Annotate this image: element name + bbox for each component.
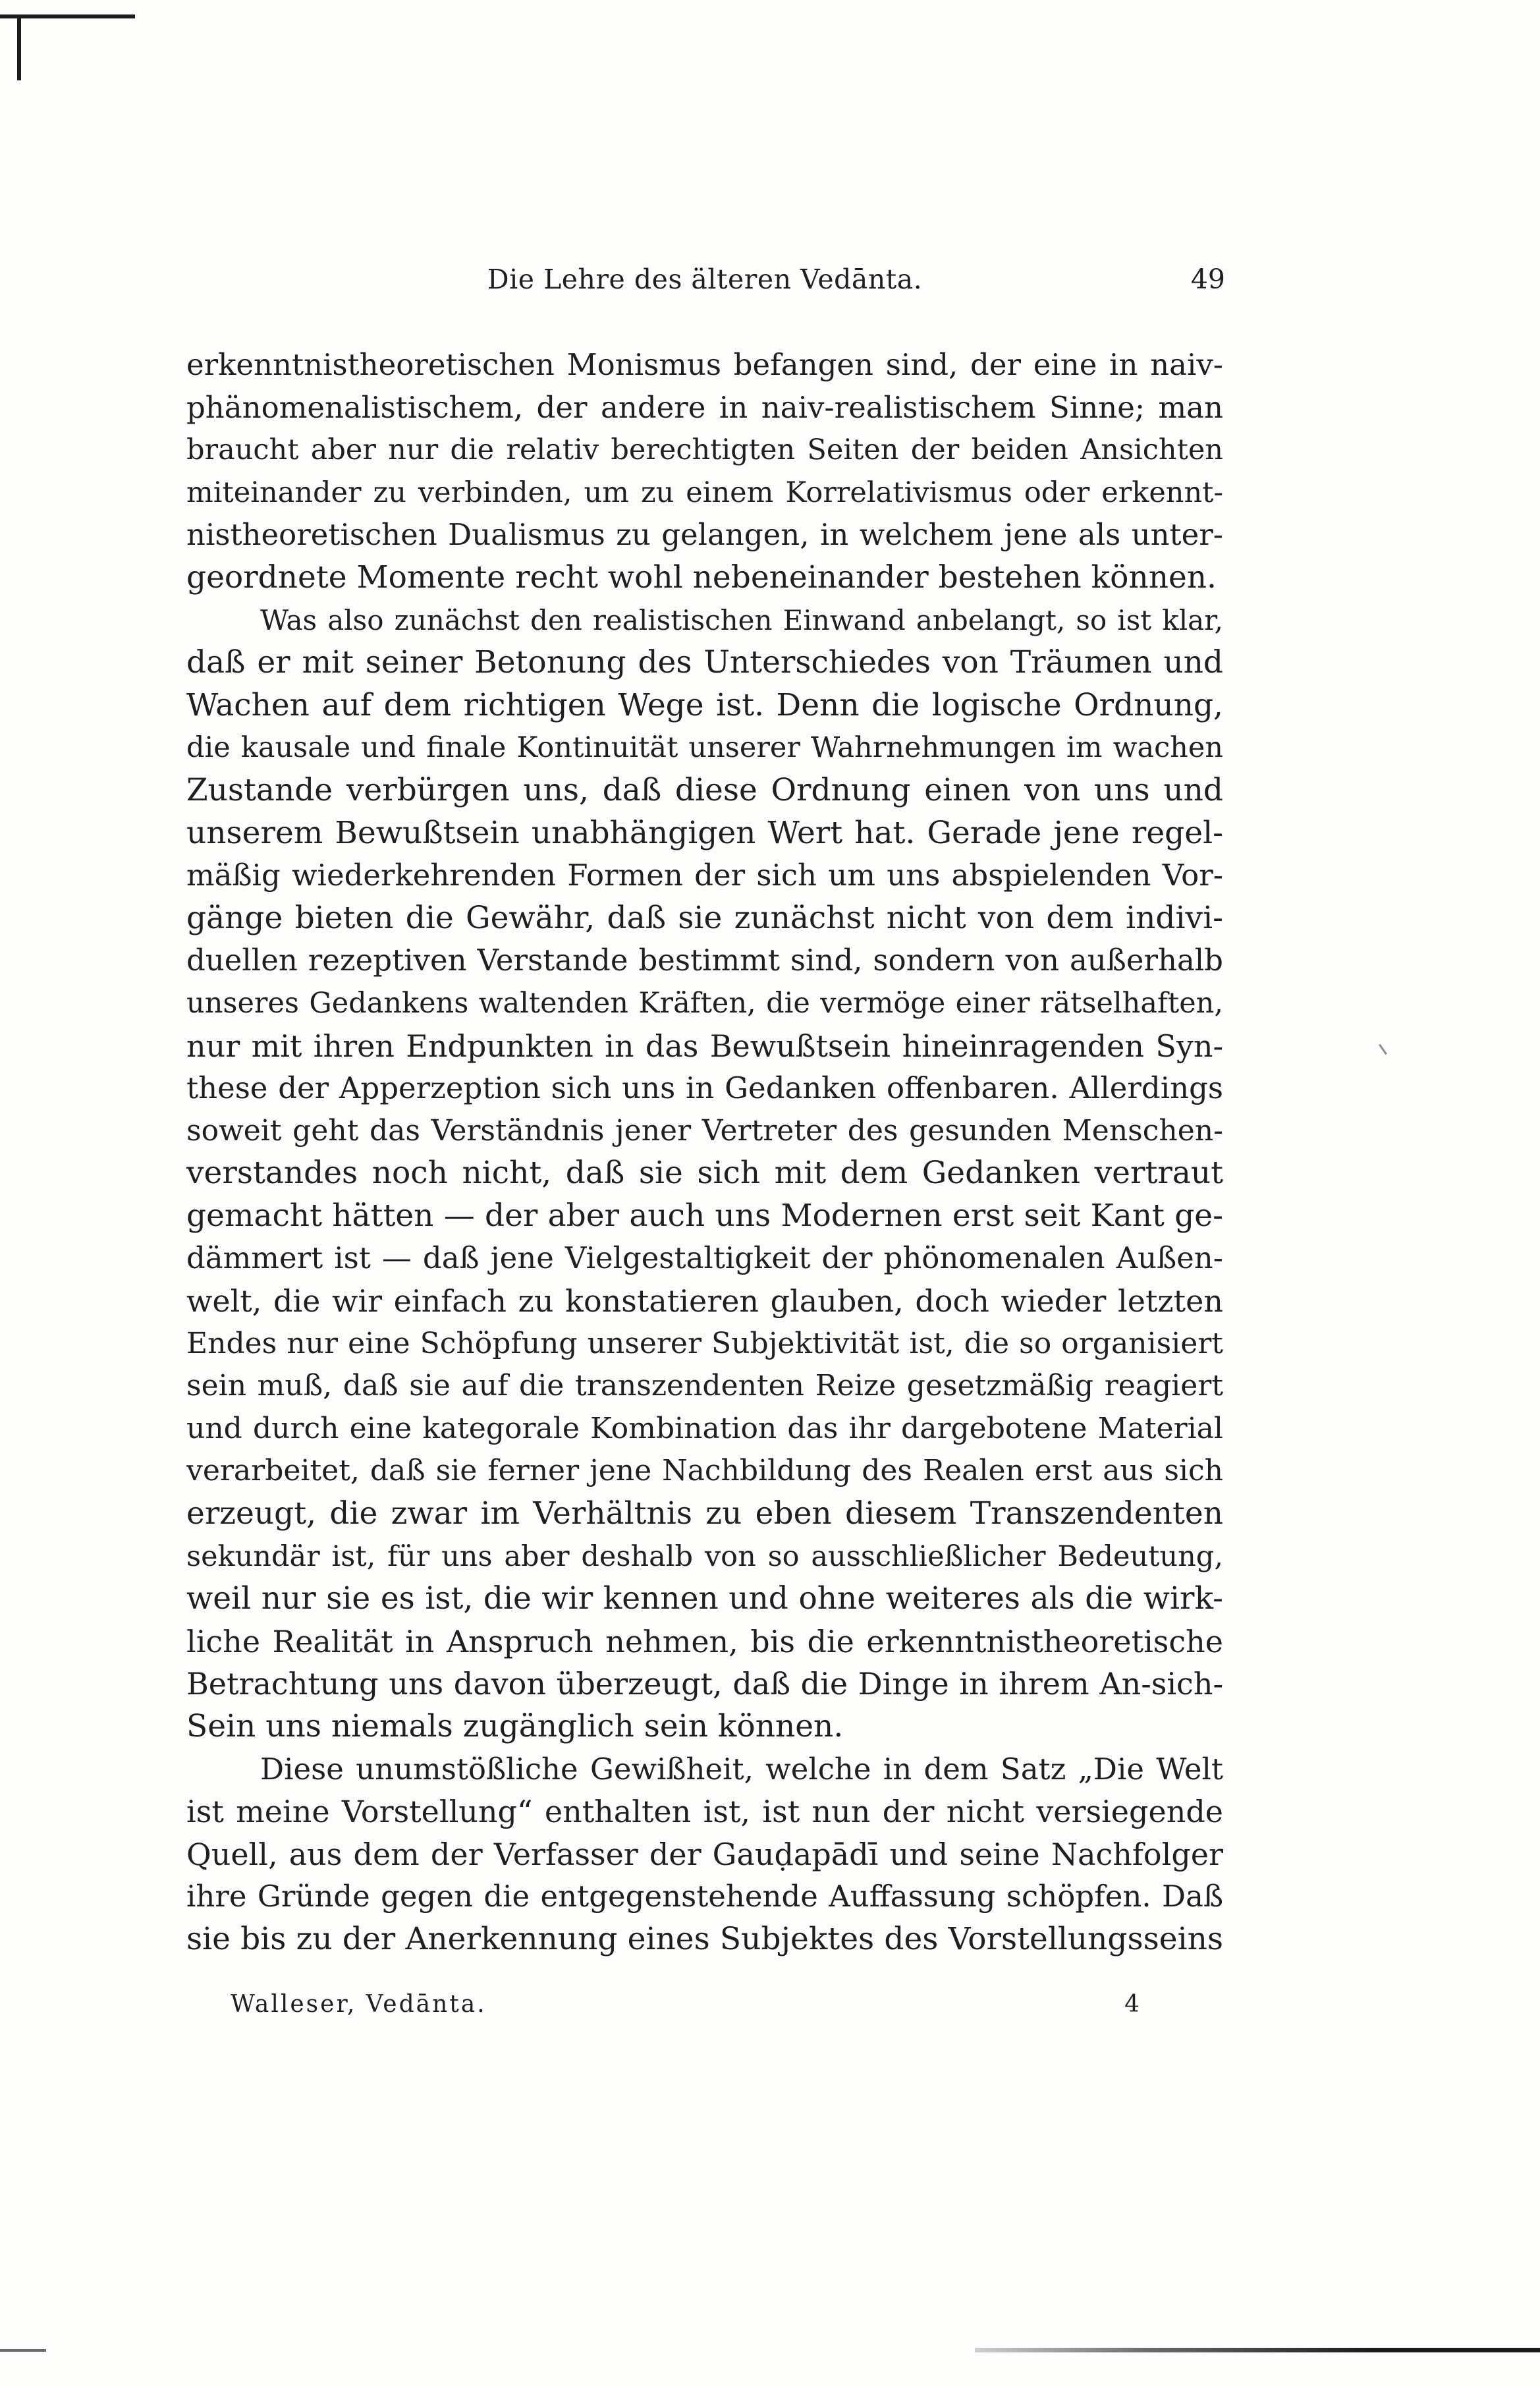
- text-line: duellen rezeptiven Verstande bestimmt sind, sondern von außerhalb: [186, 943, 1223, 978]
- text-line: gänge bieten die Gewähr, daß sie zunächst nicht von dem indivi-: [186, 899, 1223, 936]
- signature-label: Walleser, Vedānta.: [231, 1991, 487, 2018]
- text-line: Wachen auf dem richtigen Wege ist. Denn die logische Ordnung,: [186, 686, 1223, 723]
- scan-edge-line-left: [0, 2349, 46, 2352]
- text-line: soweit geht das Verständnis jener Vertreter des gesunden Menschen-: [186, 1113, 1223, 1148]
- text-line: Zustande verbürgen uns, daß diese Ordnung einen von uns und: [186, 771, 1223, 808]
- running-title: Die Lehre des älteren Vedānta.: [487, 264, 923, 295]
- text-line: miteinander zu verbinden, um zu einem Korrelativismus oder erkennt-: [186, 476, 1223, 509]
- text-line: nur mit ihren Endpunkten in das Bewußtsein hineinragenden Syn-: [186, 1028, 1223, 1064]
- text-line: braucht aber nur die relativ berechtigten Seiten der beiden Ansichten: [186, 433, 1223, 467]
- text-line: unserem Bewußtsein unabhängigen Wert hat. Gerade jene regel-: [186, 814, 1223, 851]
- sheet-signature: [231, 1991, 1140, 2028]
- paragraph-start-line: Was also zunächst den realistischen Einwand anbelangt, so ist klar,: [260, 603, 1223, 636]
- paragraph-start-line: Diese unumstößliche Gewißheit, welche in dem Satz „Die Welt: [260, 1751, 1223, 1787]
- text-line: verarbeitet, daß sie ferner jene Nachbildung des Realen erst aus sich: [186, 1454, 1223, 1488]
- scan-edge-line: [975, 2348, 1540, 2352]
- text-line: welt, die wir einfach zu konstatieren glauben, doch wieder letzten: [186, 1283, 1223, 1319]
- text-line: nistheoretischen Dualismus zu gelangen, in welchem jene als unter-: [186, 517, 1223, 553]
- text-line: und durch eine kategorale Kombination das ihr dargebotene Material: [186, 1411, 1223, 1445]
- running-header: [184, 264, 1225, 303]
- text-line: sekundär ist, für uns aber deshalb von so ausschließlicher Bedeutung,: [186, 1540, 1223, 1573]
- text-line: gemacht hätten — der aber auch uns Modernen erst seit Kant ge-: [186, 1197, 1223, 1234]
- text-line: these der Apperzeption sich uns in Gedanken offenbaren. Allerdings: [186, 1070, 1223, 1106]
- text-line: unseres Gedankens waltenden Kräften, die vermöge einer rätselhaften,: [186, 986, 1223, 1020]
- text-line: ist meine Vorstellung“ enthalten ist, ist nun der nicht versiegende: [186, 1794, 1223, 1830]
- text-line: sie bis zu der Anerkennung eines Subjektes des Vorstellungsseins: [186, 1920, 1223, 1957]
- body-text: [186, 344, 1223, 1961]
- scan-speck: [1379, 1044, 1387, 1055]
- text-line: die kausale und finale Kontinuität unserer Wahrnehmungen im wachen: [186, 731, 1223, 765]
- text-line: geordnete Momente recht wohl nebeneinander bestehen können.: [186, 559, 1217, 596]
- text-line: erzeugt, die zwar im Verhältnis zu eben diesem Transzendenten: [186, 1495, 1223, 1532]
- text-line: ihre Gründe gegen die entgegenstehende Auffassung schöpfen. Daß: [186, 1879, 1223, 1914]
- text-line: liche Realität in Anspruch nehmen, bis die erkenntnistheoretische: [186, 1623, 1223, 1659]
- text-line: Endes nur eine Schöpfung unserer Subjektivität ist, die so organisiert: [186, 1326, 1223, 1360]
- text-line: verstandes noch nicht, daß sie sich mit dem Gedanken vertraut: [186, 1155, 1223, 1192]
- scan-corner-mark-vertical: [17, 14, 21, 80]
- text-line: weil nur sie es ist, die wir kennen und ohne weiteres als die wirk-: [186, 1580, 1223, 1617]
- text-line: erkenntnistheoretischen Monismus befangen sind, der eine in naiv-: [186, 347, 1223, 382]
- text-line: daß er mit seiner Betonung des Unterschiedes von Träumen und: [186, 644, 1223, 681]
- text-line: Quell, aus dem der Verfasser der Gauḍapādī und seine Nachfolger: [186, 1836, 1223, 1872]
- text-line: Sein uns niemals zugänglich sein können.: [186, 1708, 844, 1744]
- text-line: phänomenalistischem, der andere in naiv-realistischem Sinne; man: [186, 389, 1223, 425]
- page-number: 49: [1190, 264, 1225, 295]
- text-line: dämmert ist — daß jene Vielgestaltigkeit der phönomenalen Außen-: [186, 1240, 1223, 1276]
- sheet-number: 4: [1124, 1991, 1140, 2018]
- text-line: Betrachtung uns davon überzeugt, daß die Dinge in ihrem An-sich-: [186, 1666, 1223, 1702]
- text-line: sein muß, daß sie auf die transzendenten Reize gesetzmäßig reagiert: [186, 1369, 1223, 1403]
- text-line: mäßig wiederkehrenden Formen der sich um uns abspielenden Vor-: [186, 858, 1223, 893]
